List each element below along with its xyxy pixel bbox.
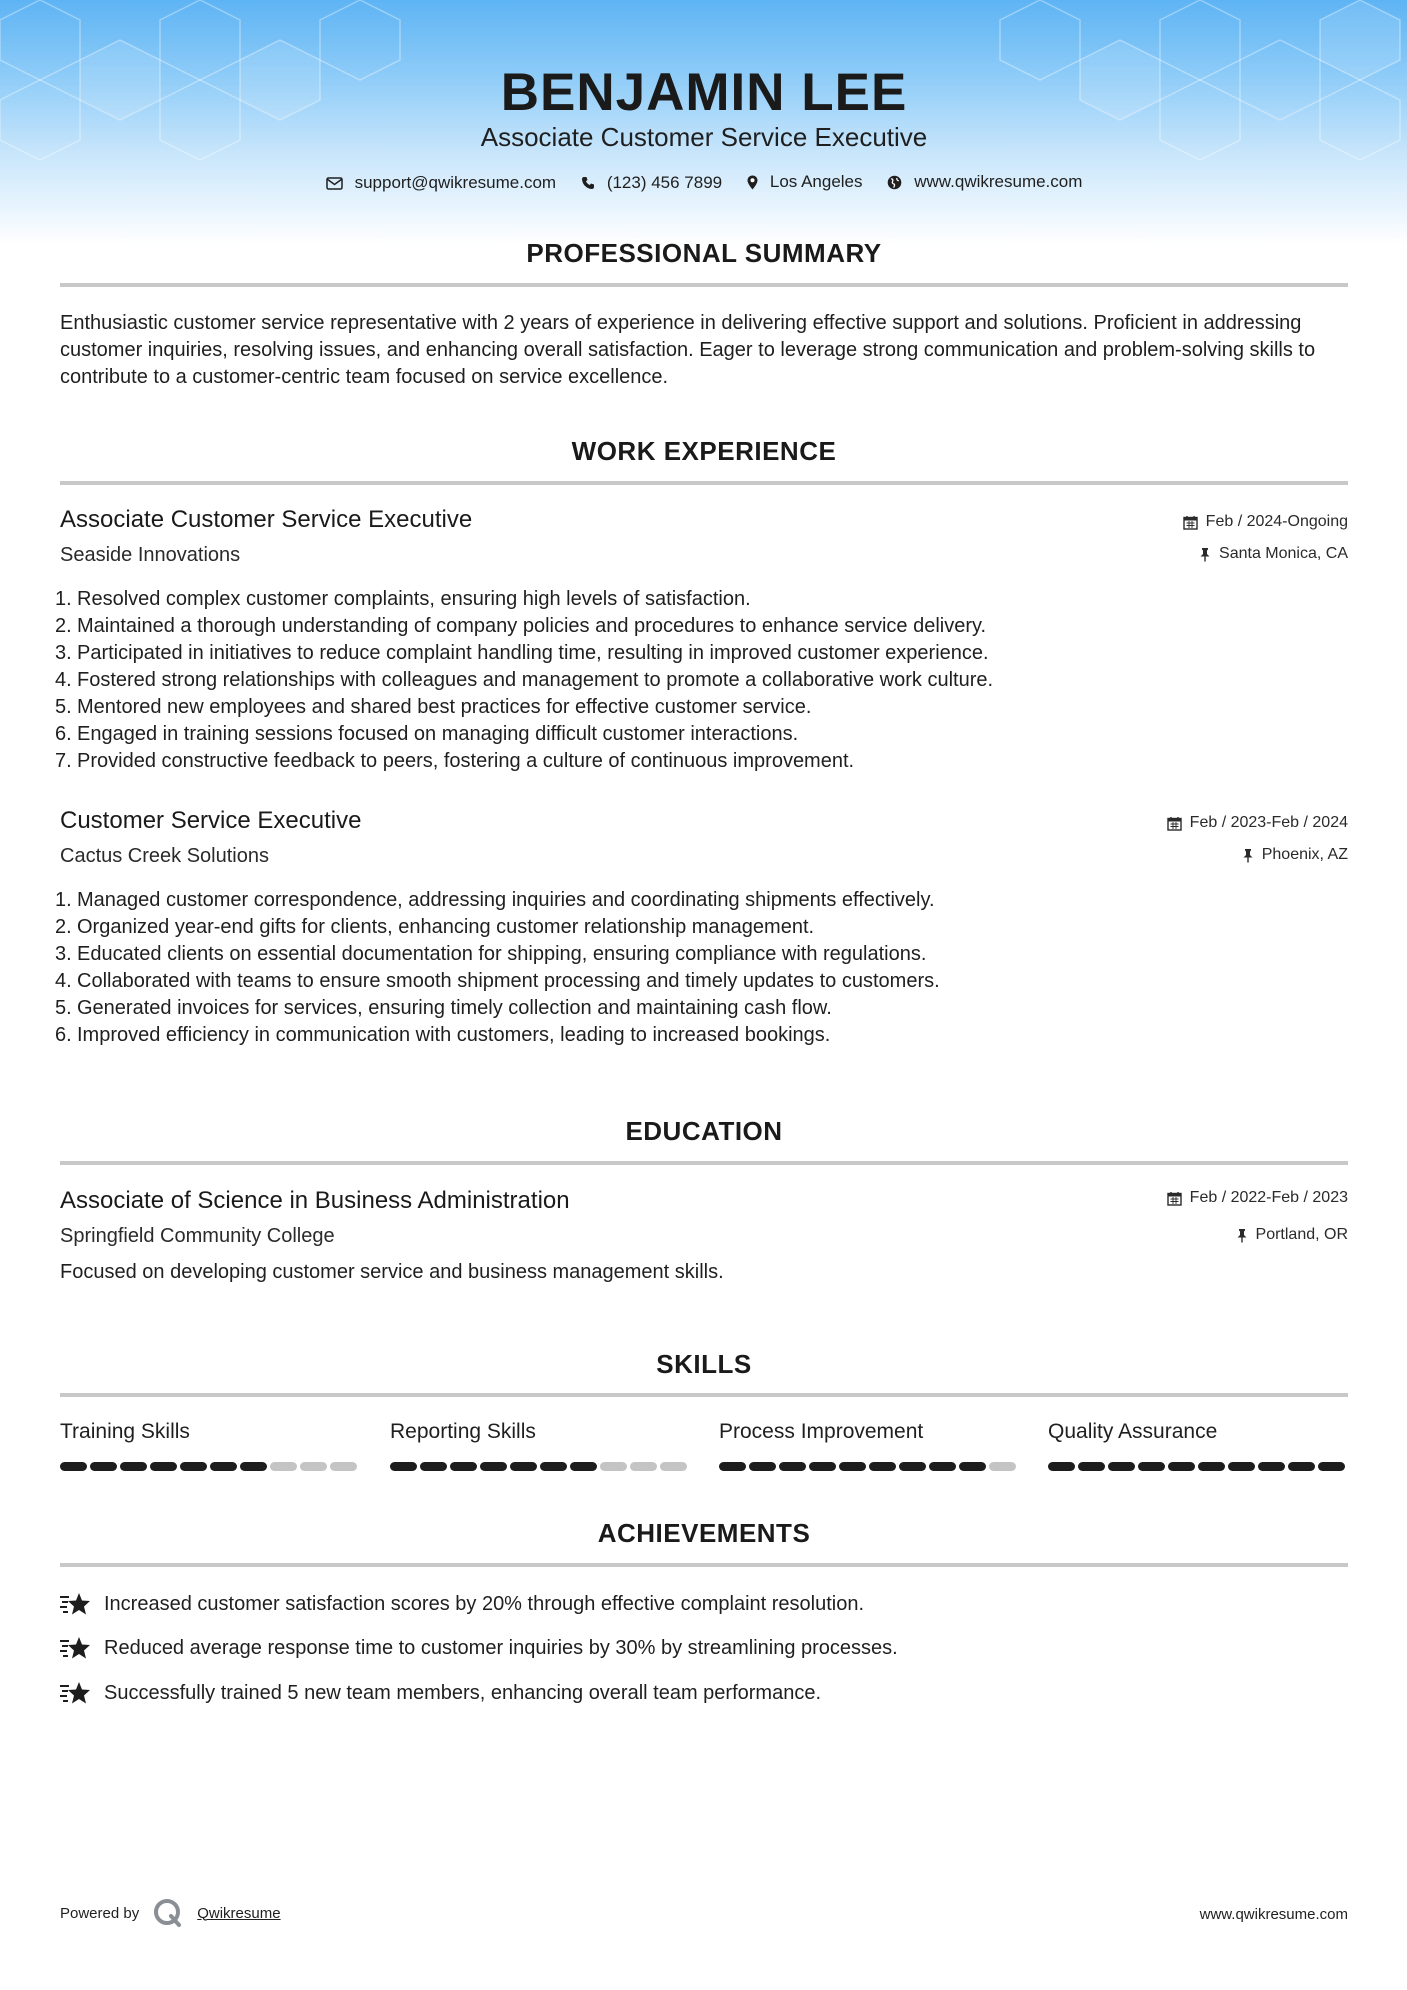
job-company: Cactus Creek Solutions (60, 845, 269, 867)
job-bullet: 5. Generated invoices for services, ensuring timely collection and maintaining cash flow. (55, 997, 832, 1019)
skill-name: Quality Assurance (1048, 1420, 1218, 1443)
skill-segment-filled (809, 1462, 836, 1471)
skill-segment-filled (1078, 1462, 1105, 1471)
skill-segment-filled (120, 1462, 147, 1471)
candidate-name: BENJAMIN LEE (500, 63, 908, 122)
job-bullet: 4. Collaborated with teams to ensure smooth shipment processing and timely updates to customers. (55, 970, 940, 992)
skill-segment-filled (1288, 1462, 1315, 1471)
skill-segment-filled (779, 1462, 806, 1471)
skill-segment-empty (600, 1462, 627, 1471)
star-icon (60, 1680, 92, 1706)
skill-segment-filled (749, 1462, 776, 1471)
job-date (1183, 513, 1348, 531)
powered-by-label: Powered by (60, 1904, 140, 1922)
job-bullet: 3. Participated in initiatives to reduce complaint handling time, resulting in improved customer experience. (55, 642, 989, 664)
achievement-text: Increased customer satisfaction scores by 20% through effective complaint resolution. (104, 1592, 865, 1615)
job-date-text: Feb / 2024-Ongoing (1205, 513, 1348, 530)
skill-segment-filled (450, 1462, 477, 1471)
education-description: Focused on developing customer service and business management skills. (60, 1261, 724, 1283)
skill-item (60, 1420, 360, 1444)
skill-segment-empty (300, 1462, 327, 1471)
job-bullet: 4. Fostered strong relationships with colleagues and management to promote a collaborative work culture. (55, 669, 994, 691)
education-heading: EDUCATION (625, 1116, 783, 1146)
experience-heading: WORK EXPERIENCE (571, 436, 837, 466)
skills-heading: SKILLS (656, 1349, 752, 1379)
skill-segment-filled (719, 1462, 746, 1471)
skill-segment-empty (989, 1462, 1016, 1471)
contact-email-text: support@qwikresume.com (354, 173, 557, 192)
footer-website[interactable]: www.qwikresume.com (1199, 1906, 1348, 1923)
skill-segment-filled (839, 1462, 866, 1471)
pushpin-icon (1242, 848, 1254, 863)
summary-heading: PROFESSIONAL SUMMARY (526, 238, 882, 268)
skill-segment-filled (570, 1462, 597, 1471)
calendar-icon (1167, 1191, 1182, 1206)
skill-segment-filled (1108, 1462, 1135, 1471)
envelope-icon (326, 177, 343, 190)
skill-level-bar (390, 1462, 690, 1471)
skill-segment-filled (1138, 1462, 1165, 1471)
pushpin-icon (1199, 547, 1211, 562)
job-bullet: 1. Resolved complex customer complaints, ensuring high levels of satisfaction. (55, 588, 751, 610)
job-title: Customer Service Executive (60, 807, 362, 834)
education-date-text: Feb / 2022-Feb / 2023 (1189, 1189, 1348, 1206)
achievements-heading: ACHIEVEMENTS (597, 1518, 811, 1548)
skill-name: Reporting Skills (390, 1420, 536, 1443)
skill-item (1048, 1420, 1348, 1444)
job-bullet: 2. Maintained a thorough understanding of company policies and procedures to enhance service delivery. (55, 615, 987, 637)
education-divider (60, 1161, 1348, 1165)
skill-level-bar (60, 1462, 360, 1471)
skill-segment-filled (90, 1462, 117, 1471)
skill-segment-empty (630, 1462, 657, 1471)
skill-segment-filled (899, 1462, 926, 1471)
phone-icon (581, 176, 595, 190)
skill-segment-filled (480, 1462, 507, 1471)
contact-location (747, 172, 863, 192)
qwikresume-logo-icon (153, 1898, 183, 1928)
skill-item (390, 1420, 690, 1444)
degree-title: Associate of Science in Business Administration (60, 1187, 570, 1214)
achievement-item (60, 1591, 1348, 1617)
skill-segment-empty (270, 1462, 297, 1471)
education-location (1236, 1226, 1348, 1244)
skill-segment-filled (1198, 1462, 1225, 1471)
education-location-text: Portland, OR (1255, 1226, 1348, 1243)
skill-segment-filled (210, 1462, 237, 1471)
skill-name: Training Skills (60, 1420, 190, 1443)
job-location (1242, 846, 1348, 864)
job-bullets (55, 887, 1348, 1049)
star-icon (60, 1591, 92, 1617)
brand-link[interactable]: Qwikresume (197, 1904, 281, 1922)
skill-segment-filled (869, 1462, 896, 1471)
achievement-item (60, 1680, 1348, 1706)
skill-segment-filled (60, 1462, 87, 1471)
job-bullet: 6. Improved efficiency in communication with customers, leading to increased bookings. (55, 1024, 831, 1046)
contact-location-text: Los Angeles (769, 172, 863, 191)
summary-text: Enthusiastic customer service representative with 2 years of experience in delivering effective support and solutions. Proficient in addressing customer inquiries, resolving issues, and enhancing overall satisfaction. Eager to leverage strong communication and problem-solving skills to contribute to a customer-centric team focused on service excellence. (60, 312, 1316, 388)
contact-phone-text: (123) 456 7899 (606, 172, 723, 192)
skill-segment-filled (150, 1462, 177, 1471)
achievement-text: Reduced average response time to customer inquiries by 30% by streamlining processes. (104, 1636, 898, 1659)
summary-divider (60, 283, 1348, 287)
skill-segment-empty (330, 1462, 357, 1471)
job-company: Seaside Innovations (60, 544, 241, 566)
achievement-text: Successfully trained 5 new team members, enhancing overall team performance. (104, 1681, 822, 1704)
job-bullets (55, 586, 1348, 775)
map-pin-icon (747, 175, 758, 190)
skill-segment-filled (1228, 1462, 1255, 1471)
skills-divider (60, 1393, 1348, 1397)
star-icon (60, 1635, 92, 1661)
skill-segment-empty (660, 1462, 687, 1471)
job-bullet: 3. Educated clients on essential documentation for shipping, ensuring compliance with regulations. (55, 943, 927, 965)
job-title: Associate Customer Service Executive (60, 506, 473, 533)
skill-segment-filled (180, 1462, 207, 1471)
skill-segment-filled (1048, 1462, 1075, 1471)
candidate-role: Associate Customer Service Executive (480, 122, 928, 152)
job-bullet: 5. Mentored new employees and shared best practices for effective customer service. (55, 696, 812, 718)
skill-segment-filled (1318, 1462, 1345, 1471)
skill-name: Process Improvement (719, 1420, 924, 1443)
job-location-text: Phoenix, AZ (1261, 846, 1348, 863)
skill-segment-filled (540, 1462, 567, 1471)
achievement-item (60, 1635, 1348, 1661)
job-location-text: Santa Monica, CA (1219, 545, 1348, 562)
pushpin-icon (1236, 1228, 1248, 1243)
calendar-icon (1183, 515, 1198, 530)
job-location (1199, 545, 1348, 563)
contact-website[interactable] (887, 172, 1082, 192)
skill-level-bar (719, 1462, 1019, 1471)
job-bullet: 6. Engaged in training sessions focused on managing difficult customer interactions. (55, 723, 799, 745)
skill-segment-filled (510, 1462, 537, 1471)
skill-segment-filled (1168, 1462, 1195, 1471)
school-name: Springfield Community College (60, 1225, 335, 1247)
contact-website-text: www.qwikresume.com (914, 172, 1083, 191)
contact-bar (60, 172, 1348, 195)
achievements-divider (60, 1563, 1348, 1567)
skill-item (719, 1420, 1019, 1444)
calendar-icon (1167, 816, 1182, 831)
contact-email[interactable] (326, 173, 557, 193)
job-date-text: Feb / 2023-Feb / 2024 (1189, 814, 1348, 831)
experience-divider (60, 481, 1348, 485)
job-bullet: 7. Provided constructive feedback to peers, fostering a culture of continuous improvement. (55, 750, 855, 772)
skill-segment-filled (959, 1462, 986, 1471)
job-date (1167, 814, 1348, 832)
job-bullet: 1. Managed customer correspondence, addressing inquiries and coordinating shipments effectively. (55, 889, 935, 911)
globe-icon (887, 175, 902, 190)
skill-segment-filled (420, 1462, 447, 1471)
footer-powered-by (60, 1898, 281, 1928)
skill-segment-filled (390, 1462, 417, 1471)
skill-segment-filled (929, 1462, 956, 1471)
job-bullet: 2. Organized year-end gifts for clients, enhancing customer relationship management. (55, 916, 815, 938)
skill-segment-filled (240, 1462, 267, 1471)
skill-level-bar (1048, 1462, 1348, 1471)
skill-segment-filled (1258, 1462, 1285, 1471)
contact-phone[interactable] (581, 173, 722, 193)
education-date (1167, 1189, 1348, 1207)
